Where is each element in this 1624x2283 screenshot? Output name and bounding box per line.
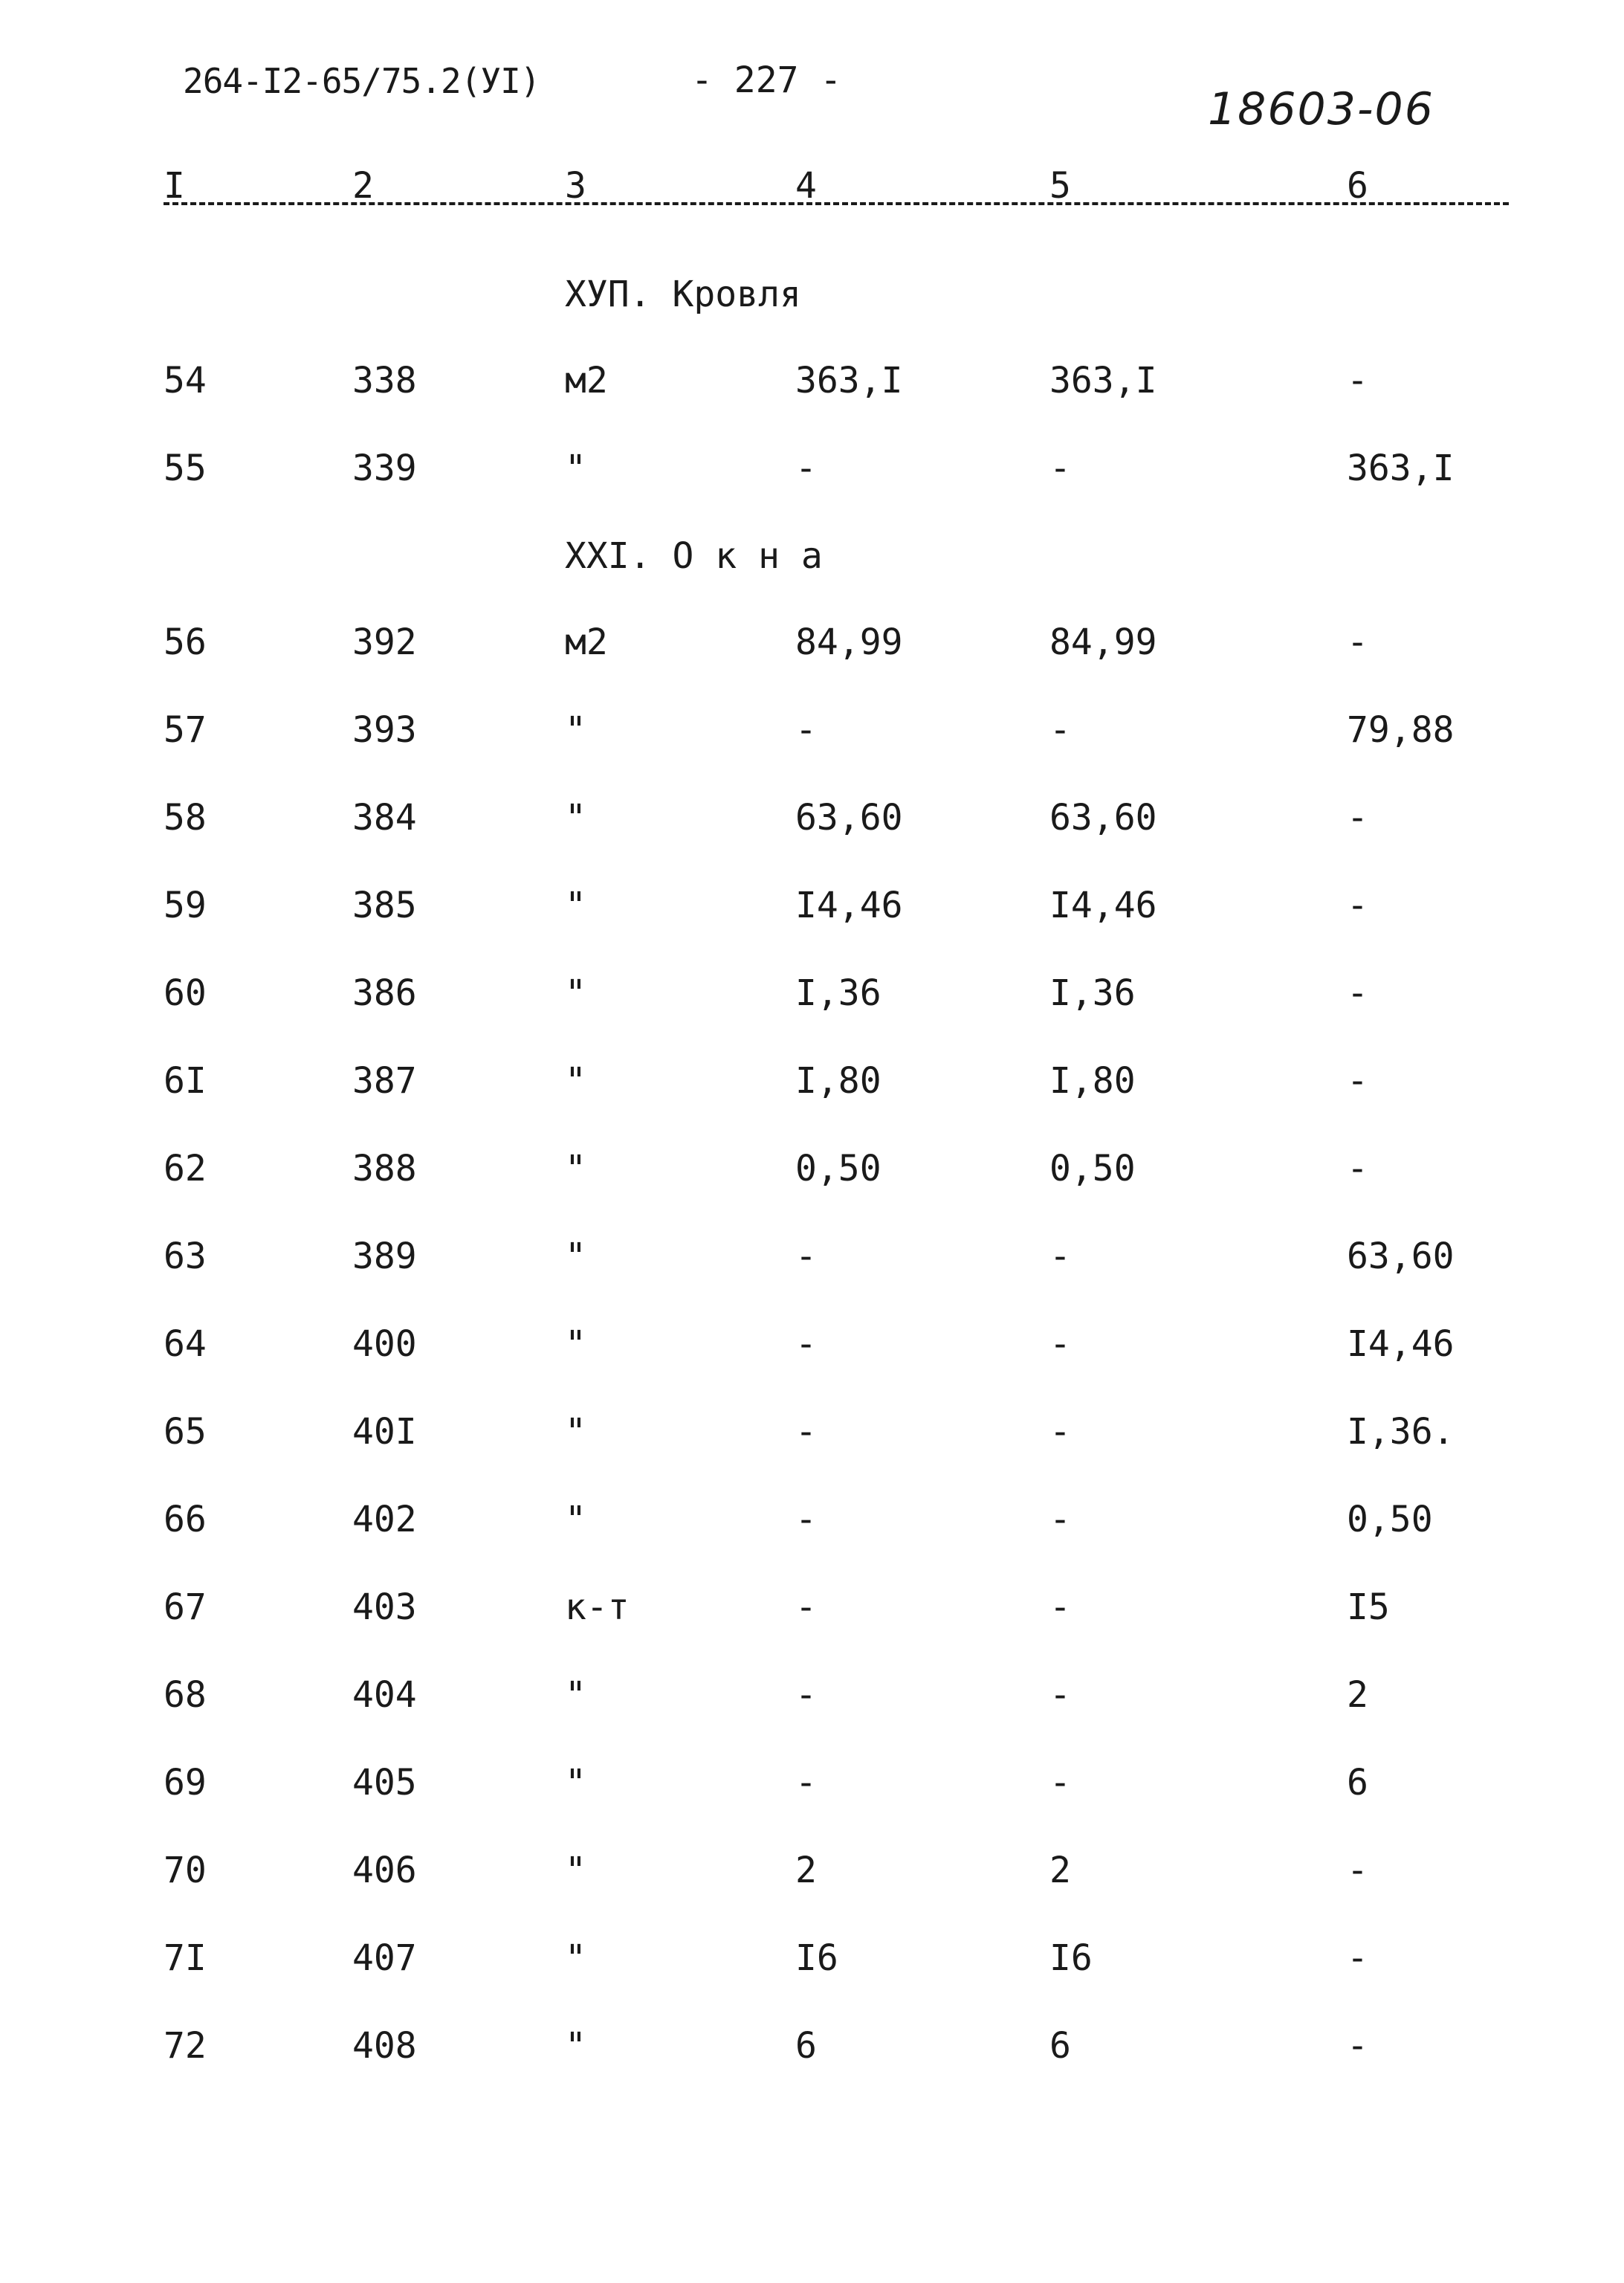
quantity-col6-cell: I,36. — [1347, 1411, 1455, 1453]
row-number-cell: 54 — [164, 360, 207, 401]
row-number-cell: 60 — [164, 972, 207, 1014]
quantity-col4-cell: I6 — [795, 1937, 838, 1979]
quantity-col5-cell: - — [1049, 1762, 1071, 1804]
table-row — [0, 1323, 1624, 1368]
table-row — [0, 1236, 1624, 1280]
document-code: 264-I2-65/75.2(УI) — [183, 61, 540, 101]
item-code-cell: 338 — [352, 360, 417, 401]
column-header-1: I — [164, 165, 185, 207]
row-number-cell: 62 — [164, 1148, 207, 1189]
unit-cell: " — [565, 1236, 586, 1277]
unit-cell: м2 — [565, 360, 608, 401]
unit-cell: " — [565, 2025, 586, 2067]
column-header-4: 4 — [795, 165, 817, 207]
quantity-col4-cell: 363,I — [795, 360, 903, 401]
row-number-cell: 63 — [164, 1236, 207, 1277]
item-code-cell: 389 — [352, 1236, 417, 1277]
table-row — [0, 1411, 1624, 1456]
item-code-cell: 384 — [352, 797, 417, 839]
quantity-col6-cell: 6 — [1347, 1762, 1368, 1804]
unit-cell: " — [565, 1674, 586, 1716]
column-header-3: 3 — [565, 165, 586, 207]
item-code-cell: 404 — [352, 1674, 417, 1716]
item-code-cell: 339 — [352, 448, 417, 489]
table-row — [0, 1850, 1624, 1894]
table-row — [0, 621, 1624, 666]
quantity-col6-cell: 2 — [1347, 1674, 1368, 1716]
quantity-col5-cell: - — [1049, 1323, 1071, 1365]
quantity-col5-cell: - — [1049, 1236, 1071, 1277]
row-number-cell: 67 — [164, 1586, 207, 1628]
quantity-col4-cell: - — [795, 1762, 817, 1804]
column-header-2: 2 — [352, 165, 374, 207]
row-number-cell: 59 — [164, 885, 207, 926]
quantity-col4-cell: I4,46 — [795, 885, 903, 926]
quantity-col5-cell: 63,60 — [1049, 797, 1157, 839]
quantity-col4-cell: - — [795, 1236, 817, 1277]
row-number-cell: 65 — [164, 1411, 207, 1453]
table-row — [0, 972, 1624, 1017]
row-number-cell: 66 — [164, 1499, 207, 1540]
quantity-col4-cell: 2 — [795, 1850, 817, 1891]
unit-cell: " — [565, 1762, 586, 1804]
quantity-col5-cell: 6 — [1049, 2025, 1071, 2067]
quantity-col4-cell: - — [795, 448, 817, 489]
unit-cell: " — [565, 448, 586, 489]
table-row — [0, 1060, 1624, 1105]
item-code-cell: 400 — [352, 1323, 417, 1365]
quantity-col4-cell: - — [795, 709, 817, 751]
quantity-col6-cell: 79,88 — [1347, 709, 1455, 751]
quantity-col5-cell: 84,99 — [1049, 621, 1157, 663]
quantity-col6-cell: - — [1347, 797, 1368, 839]
quantity-col5-cell: 363,I — [1049, 360, 1157, 401]
row-number-cell: 55 — [164, 448, 207, 489]
row-number-cell: 69 — [164, 1762, 207, 1804]
section-title: ХХI. О к н а — [565, 535, 823, 577]
table-row — [0, 1674, 1624, 1719]
unit-cell: " — [565, 797, 586, 839]
handwritten-number: 18603-06 — [1208, 83, 1434, 135]
quantity-col4-cell: - — [795, 1499, 817, 1540]
quantity-col5-cell: - — [1049, 448, 1071, 489]
unit-cell: к-т — [565, 1586, 630, 1628]
row-number-cell: 68 — [164, 1674, 207, 1716]
unit-cell: " — [565, 709, 586, 751]
quantity-col5-cell: I4,46 — [1049, 885, 1157, 926]
item-code-cell: 388 — [352, 1148, 417, 1189]
row-number-cell: 70 — [164, 1850, 207, 1891]
quantity-col4-cell: 0,50 — [795, 1148, 881, 1189]
item-code-cell: 402 — [352, 1499, 417, 1540]
unit-cell: " — [565, 1323, 586, 1365]
table-row — [0, 1148, 1624, 1192]
row-number-cell: 58 — [164, 797, 207, 839]
quantity-col6-cell: - — [1347, 1060, 1368, 1102]
quantity-col4-cell: I,36 — [795, 972, 881, 1014]
quantity-col6-cell: - — [1347, 360, 1368, 401]
quantity-col5-cell: - — [1049, 1674, 1071, 1716]
quantity-col6-cell: - — [1347, 621, 1368, 663]
item-code-cell: 392 — [352, 621, 417, 663]
quantity-col5-cell: I,36 — [1049, 972, 1136, 1014]
unit-cell: " — [565, 1937, 586, 1979]
table-row — [0, 1499, 1624, 1543]
quantity-col5-cell: - — [1049, 1411, 1071, 1453]
row-number-cell: 72 — [164, 2025, 207, 2067]
quantity-col5-cell: - — [1049, 709, 1071, 751]
quantity-col6-cell: I5 — [1347, 1586, 1390, 1628]
section-title: ХУП. Кровля — [565, 274, 801, 315]
unit-cell: " — [565, 972, 586, 1014]
column-header-5: 5 — [1049, 165, 1071, 207]
quantity-col4-cell: 84,99 — [795, 621, 903, 663]
unit-cell: " — [565, 1060, 586, 1102]
item-code-cell: 405 — [352, 1762, 417, 1804]
quantity-col5-cell: I6 — [1049, 1937, 1093, 1979]
unit-cell: " — [565, 1499, 586, 1540]
table-row — [0, 448, 1624, 492]
quantity-col4-cell: 63,60 — [795, 797, 903, 839]
quantity-col4-cell: - — [795, 1323, 817, 1365]
quantity-col4-cell: I,80 — [795, 1060, 881, 1102]
quantity-col6-cell: 363,I — [1347, 448, 1455, 489]
table-row — [0, 360, 1624, 404]
quantity-col6-cell: - — [1347, 1850, 1368, 1891]
page-number: - 227 - — [691, 59, 842, 101]
quantity-col6-cell: - — [1347, 1937, 1368, 1979]
item-code-cell: 387 — [352, 1060, 417, 1102]
table-row — [0, 2025, 1624, 2070]
table-row — [0, 797, 1624, 842]
quantity-col6-cell: - — [1347, 1148, 1368, 1189]
quantity-col6-cell: 63,60 — [1347, 1236, 1455, 1277]
item-code-cell: 407 — [352, 1937, 417, 1979]
unit-cell: " — [565, 1850, 586, 1891]
quantity-col6-cell: I4,46 — [1347, 1323, 1455, 1365]
unit-cell: " — [565, 1411, 586, 1453]
quantity-col6-cell: - — [1347, 972, 1368, 1014]
unit-cell: м2 — [565, 621, 608, 663]
quantity-col6-cell: - — [1347, 885, 1368, 926]
row-number-cell: 64 — [164, 1323, 207, 1365]
unit-cell: " — [565, 1148, 586, 1189]
item-code-cell: 40I — [352, 1411, 417, 1453]
item-code-cell: 393 — [352, 709, 417, 751]
table-row — [0, 1586, 1624, 1631]
row-number-cell: 57 — [164, 709, 207, 751]
quantity-col4-cell: - — [795, 1411, 817, 1453]
quantity-col5-cell: - — [1049, 1499, 1071, 1540]
table-row — [0, 709, 1624, 754]
item-code-cell: 406 — [352, 1850, 417, 1891]
item-code-cell: 408 — [352, 2025, 417, 2067]
quantity-col5-cell: 2 — [1049, 1850, 1071, 1891]
row-number-cell: 6I — [164, 1060, 207, 1102]
quantity-col4-cell: - — [795, 1674, 817, 1716]
column-header-6: 6 — [1347, 165, 1368, 207]
table-row — [0, 1762, 1624, 1806]
quantity-col6-cell: - — [1347, 2025, 1368, 2067]
unit-cell: " — [565, 885, 586, 926]
row-number-cell: 7I — [164, 1937, 207, 1979]
row-number-cell: 56 — [164, 621, 207, 663]
quantity-col5-cell: 0,50 — [1049, 1148, 1136, 1189]
quantity-col6-cell: 0,50 — [1347, 1499, 1433, 1540]
item-code-cell: 385 — [352, 885, 417, 926]
quantity-col5-cell: - — [1049, 1586, 1071, 1628]
header-dashed-rule — [164, 202, 1509, 205]
item-code-cell: 386 — [352, 972, 417, 1014]
quantity-col4-cell: - — [795, 1586, 817, 1628]
table-row — [0, 1937, 1624, 1982]
item-code-cell: 403 — [352, 1586, 417, 1628]
table-row — [0, 885, 1624, 929]
quantity-col4-cell: 6 — [795, 2025, 817, 2067]
quantity-col5-cell: I,80 — [1049, 1060, 1136, 1102]
